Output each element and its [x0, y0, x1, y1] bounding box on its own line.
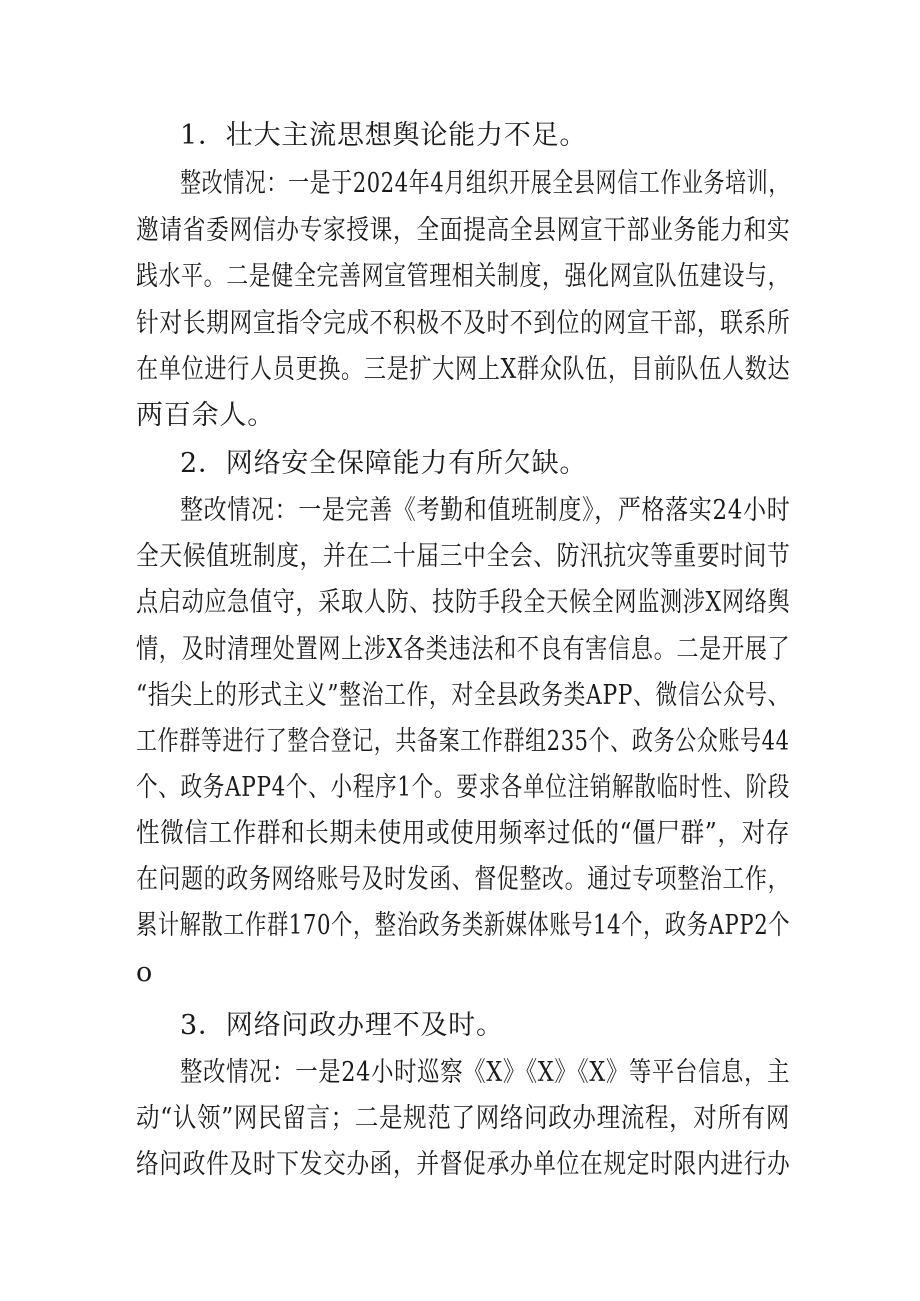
- section1-line-5: 在单位进行人员更换。三是扩大网上X群众队伍，目前队伍人数达: [136, 354, 791, 385]
- section1-heading: 1．壮大主流思想舆论能力不足。: [180, 120, 588, 151]
- section1-line-3: 践水平。二是健全完善网宣管理相关制度，强化网宣队伍建设与，: [136, 261, 791, 292]
- section2-line-10: 累计解散工作群170个，整治政务类新媒体账号14个，政务APP2个: [136, 910, 791, 941]
- section3-heading: 3．网络问政办理不及时。: [180, 1010, 504, 1041]
- section2-line-1: 整改情况：一是完善《考勤和值班制度》，严格落实24小时: [180, 495, 791, 526]
- section1-line-6: 两百余人。: [136, 400, 275, 431]
- section1-line-4: 针对长期网宣指令完成不积极不及时不到位的网宣干部，联系所: [136, 308, 791, 339]
- section2-line-5: “指尖上的形式主义”整治工作，对全县政务类APP、微信公众号、: [136, 680, 791, 711]
- section2-line-2: 全天候值班制度，并在二十届三中全会、防汛抗灾等重要时间节: [136, 541, 791, 572]
- section3-line-3: 络问政件及时下发交办函，并督促承办单位在规定时限内进行办: [136, 1149, 791, 1180]
- section3-line-1: 整改情况：一是24小时巡察《X》《X》《X》等平台信息，主: [180, 1057, 791, 1088]
- section2-line-6: 工作群等进行了整合登记，共备案工作群组235个、政务公众账号44: [136, 726, 790, 757]
- section2-line-9: 在问题的政务网络账号及时发函、督促整改。通过专项整治工作，: [136, 864, 791, 895]
- section2-line-8: 性微信工作群和长期未使用或使用频率过低的“僵尸群”，对存: [136, 818, 791, 849]
- section2-line-3: 点启动应急值守，采取人防、技防手段全天候全网监测涉X网络舆: [136, 587, 791, 618]
- section2-line-11: o: [136, 957, 154, 988]
- section1-line-1: 整改情况：一是于2024年4月组织开展全县网信工作业务培训，: [180, 168, 790, 199]
- section2-heading: 2．网络安全保障能力有所欠缺。: [180, 448, 588, 479]
- section3-line-2: 动“认领”网民留言；二是规范了网络问政办理流程，对所有网: [136, 1103, 791, 1134]
- section2-line-4: 情，及时清理处置网上涉X各类违法和不良有害信息。二是开展了: [136, 634, 791, 665]
- section1-line-2: 邀请省委网信办专家授课，全面提高全县网宣干部业务能力和实: [136, 215, 791, 246]
- section2-line-7: 个、政务APP4个、小程序1个。要求各单位注销解散临时性、阶段: [136, 772, 791, 803]
